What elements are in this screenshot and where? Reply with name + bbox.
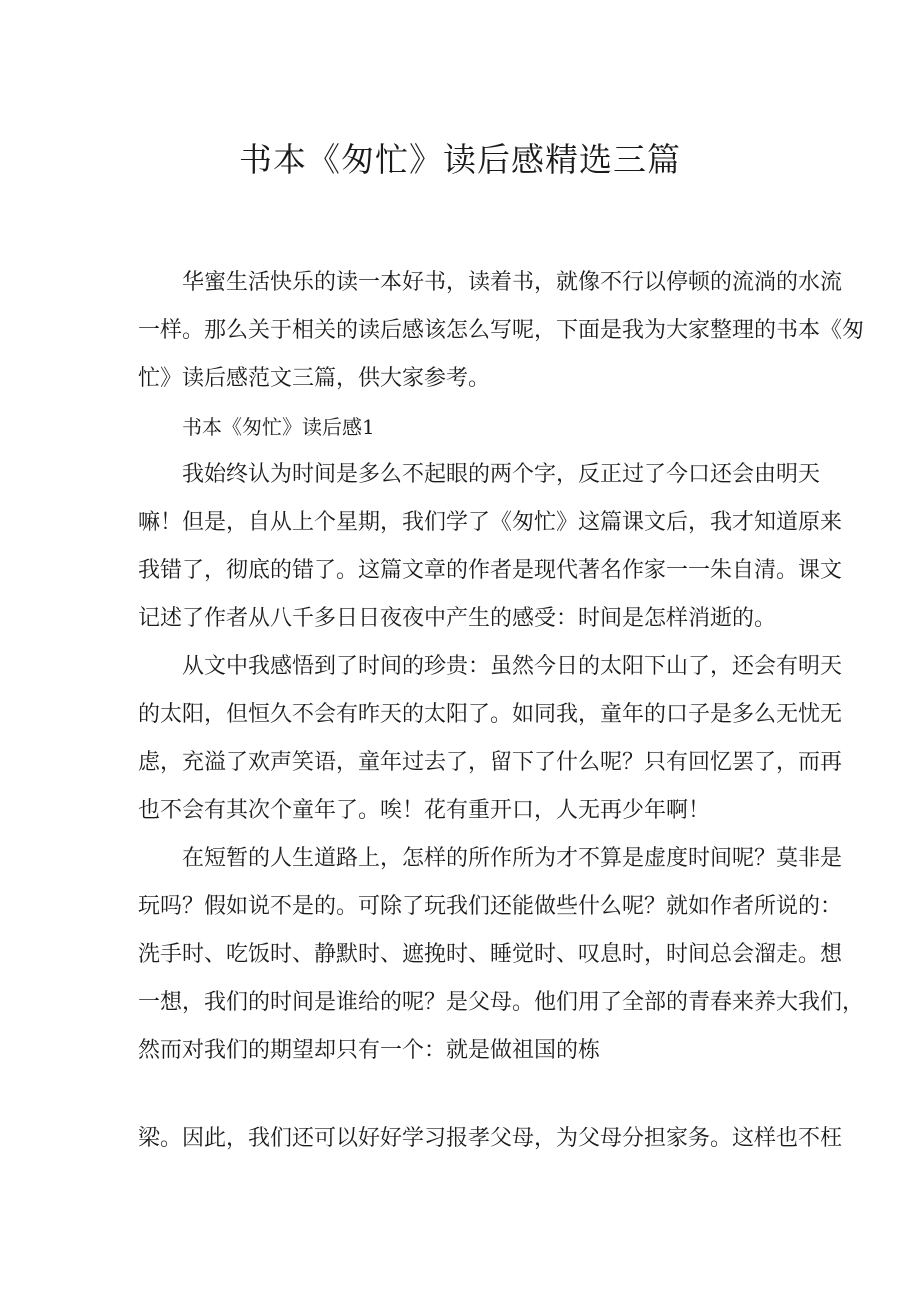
para3-line-6: 梁。因此，我们还可以好好学习报孝父母，为父母分担家务。这样也不枉 (138, 1126, 843, 1151)
para3-line-4: 一想，我们的时间是谁给的呢？是父母。他们用了全部的青春来养大我们， (138, 990, 865, 1015)
para2-line-4: 也不会有其次个童年了。唉！花有重开口，人无再少年啊！ (138, 798, 711, 823)
para2-line-1: 从文中我感悟到了时间的珍贵：虽然今日的太阳下山了，还会有明天 (182, 654, 843, 679)
para3-line-5: 然而对我们的期望却只有一个：就是做祖国的栋 (138, 1038, 601, 1063)
para1-line-3: 我错了，彻底的错了。这篇文章的作者是现代著名作家一一朱自清。课文 (138, 558, 843, 583)
intro-line-1: 华蜜生活快乐的读一本好书，读着书，就像不行以停顿的流淌的水流 (182, 270, 843, 295)
para3-line-1: 在短暂的人生道路上，怎样的所作所为才不算是虚度时间呢？莫非是 (182, 846, 843, 871)
para1-line-2: 嘛！但是，自从上个星期，我们学了《匆忙》这篇课文后，我才知道原来 (138, 510, 843, 535)
para2-line-3: 虑，充溢了欢声笑语，童年过去了，留下了什么呢？只有回忆罢了，而再 (138, 750, 843, 775)
para1-line-1: 我始终认为时间是多么不起眼的两个字，反正过了今口还会由明天 (182, 462, 821, 487)
para3-line-2: 玩吗？假如说不是的。可除了玩我们还能做些什么呢？就如作者所说的： (138, 894, 843, 919)
para2-line-2: 的太阳，但恒久不会有昨天的太阳了。如同我，童年的口子是多么无忧无 (138, 702, 843, 727)
section-heading-1: 书本《匆忙》读后感1 (182, 415, 375, 439)
para3-line-3: 洗手时、吃饭时、静默时、遮挽时、睡觉时、叹息时，时间总会溜走。想 (138, 942, 843, 967)
intro-line-3: 忙》读后感范文三篇，供大家参考。 (138, 366, 491, 391)
page-title: 书本《匆忙》读后感精选三篇 (239, 140, 681, 179)
para1-line-4: 记述了作者从八千多日日夜夜中产生的感受：时间是怎样消逝的。 (138, 606, 777, 631)
intro-line-2: 一样。那么关于相关的读后感该怎么写呢，下面是我为大家整理的书本《匆 (138, 318, 865, 343)
